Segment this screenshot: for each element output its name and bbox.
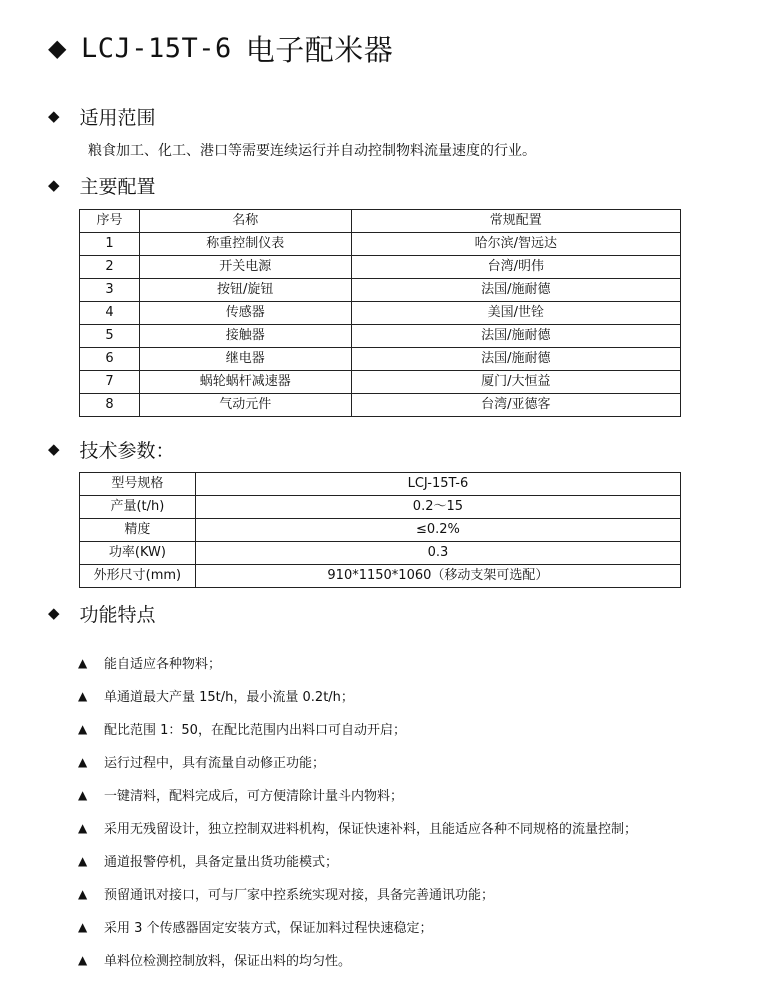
table-cell: 910*1150*1060（移动支架可选配） <box>195 565 680 588</box>
feature-text: 单料位检测控制放料，保证出料的均匀性。 <box>104 954 352 969</box>
table-row <box>80 519 681 542</box>
table-cell: 传感器 <box>139 302 351 325</box>
section-config <box>48 172 156 199</box>
section-heading: 功能特点 <box>79 604 156 626</box>
table-row <box>80 256 681 279</box>
diamond-bullet-icon: ◆ <box>48 604 60 622</box>
diamond-bullet-icon: ◆ <box>48 34 67 62</box>
table-cell: 接触器 <box>139 325 351 348</box>
table-cell: 8 <box>80 394 140 417</box>
triangle-bullet-icon: ▲ <box>78 820 88 835</box>
title-name: 电子配米器 <box>245 32 394 67</box>
triangle-bullet-icon: ▲ <box>78 919 88 934</box>
triangle-bullet-icon: ▲ <box>78 754 88 769</box>
table-cell: 7 <box>80 371 140 394</box>
table-cell: 5 <box>80 325 140 348</box>
list-item <box>78 910 637 943</box>
table-row <box>80 302 681 325</box>
triangle-bullet-icon: ▲ <box>78 886 88 901</box>
table-cell: 厦门/大恒益 <box>351 371 680 394</box>
triangle-bullet-icon: ▲ <box>78 853 88 868</box>
table-cell: LCJ-15T-6 <box>195 473 680 496</box>
table-row <box>80 473 681 496</box>
feature-text: 配比范围 1：50，在配比范围内出料口可自动开启； <box>104 723 406 738</box>
table-cell: ≤0.2% <box>195 519 680 542</box>
table-row <box>80 325 681 348</box>
table-row <box>80 394 681 417</box>
table-row <box>80 233 681 256</box>
list-item <box>78 679 637 712</box>
feature-text: 采用 3 个传感器固定安装方式，保证加料过程快速稳定； <box>104 921 433 936</box>
table-row <box>80 371 681 394</box>
column-header: 名称 <box>139 210 351 233</box>
column-header: 常规配置 <box>351 210 680 233</box>
feature-text: 一键清料，配料完成后，可方便清除计量斗内物料； <box>104 789 404 804</box>
table-cell: 6 <box>80 348 140 371</box>
triangle-bullet-icon: ▲ <box>78 655 88 670</box>
section-heading: 主要配置 <box>79 176 156 198</box>
table-cell: 0.3 <box>195 542 680 565</box>
table-cell: 蜗轮蜗杆减速器 <box>139 371 351 394</box>
list-item <box>78 943 637 976</box>
section-scope <box>48 103 156 130</box>
section-features <box>48 600 156 627</box>
table-cell: 精度 <box>80 519 196 542</box>
feature-text: 能自适应各种物料； <box>104 657 222 672</box>
table-row <box>80 565 681 588</box>
column-header: 序号 <box>80 210 140 233</box>
section-heading: 技术参数： <box>79 440 175 462</box>
diamond-bullet-icon: ◆ <box>48 440 60 458</box>
feature-text: 运行过程中，具有流量自动修正功能； <box>104 756 326 771</box>
diamond-bullet-icon: ◆ <box>48 107 60 125</box>
section-heading: 适用范围 <box>79 107 156 129</box>
table-header-row <box>80 210 681 233</box>
feature-text: 单通道最大产量 15t/h，最小流量 0.2t/h； <box>104 690 354 705</box>
table-cell: 型号规格 <box>80 473 196 496</box>
table-cell: 法国/施耐德 <box>351 325 680 348</box>
table-row <box>80 496 681 519</box>
triangle-bullet-icon: ▲ <box>78 787 88 802</box>
table-cell: 4 <box>80 302 140 325</box>
table-cell: 哈尔滨/智远达 <box>351 233 680 256</box>
table-row <box>80 542 681 565</box>
triangle-bullet-icon: ▲ <box>78 688 88 703</box>
table-cell: 0.2～15 <box>195 496 680 519</box>
list-item <box>78 646 637 679</box>
section-tech <box>48 436 175 463</box>
table-cell: 开关电源 <box>139 256 351 279</box>
table-cell: 2 <box>80 256 140 279</box>
table-row <box>80 279 681 302</box>
table-cell: 法国/施耐德 <box>351 348 680 371</box>
feature-list <box>78 646 637 976</box>
table-row <box>80 348 681 371</box>
list-item <box>78 712 637 745</box>
tech-table <box>79 472 681 588</box>
list-item <box>78 745 637 778</box>
table-cell: 外形尺寸(mm) <box>80 565 196 588</box>
table-cell: 台湾/亚德客 <box>351 394 680 417</box>
page-title <box>48 28 393 68</box>
title-model: LCJ-15T-6 <box>80 32 232 64</box>
feature-text: 预留通讯对接口，可与厂家中控系统实现对接，具备完善通讯功能； <box>104 888 495 903</box>
table-cell: 称重控制仪表 <box>139 233 351 256</box>
config-table <box>79 209 681 417</box>
list-item <box>78 811 637 844</box>
table-cell: 按钮/旋钮 <box>139 279 351 302</box>
table-cell: 产量(t/h) <box>80 496 196 519</box>
triangle-bullet-icon: ▲ <box>78 952 88 967</box>
table-cell: 气动元件 <box>139 394 351 417</box>
list-item <box>78 778 637 811</box>
feature-text: 采用无残留设计，独立控制双进料机构，保证快速补料，且能适应各种不同规格的流量控制； <box>104 822 638 837</box>
table-cell: 功率(KW) <box>80 542 196 565</box>
triangle-bullet-icon: ▲ <box>78 721 88 736</box>
feature-text: 通道报警停机，具备定量出货功能模式； <box>104 855 339 870</box>
list-item <box>78 877 637 910</box>
table-cell: 法国/施耐德 <box>351 279 680 302</box>
table-cell: 美国/世铨 <box>351 302 680 325</box>
table-cell: 台湾/明伟 <box>351 256 680 279</box>
table-cell: 1 <box>80 233 140 256</box>
list-item <box>78 844 637 877</box>
table-cell: 继电器 <box>139 348 351 371</box>
diamond-bullet-icon: ◆ <box>48 176 60 194</box>
table-cell: 3 <box>80 279 140 302</box>
scope-text: 粮食加工、化工、港口等需要连续运行并自动控制物料流量速度的行业。 <box>88 143 536 159</box>
